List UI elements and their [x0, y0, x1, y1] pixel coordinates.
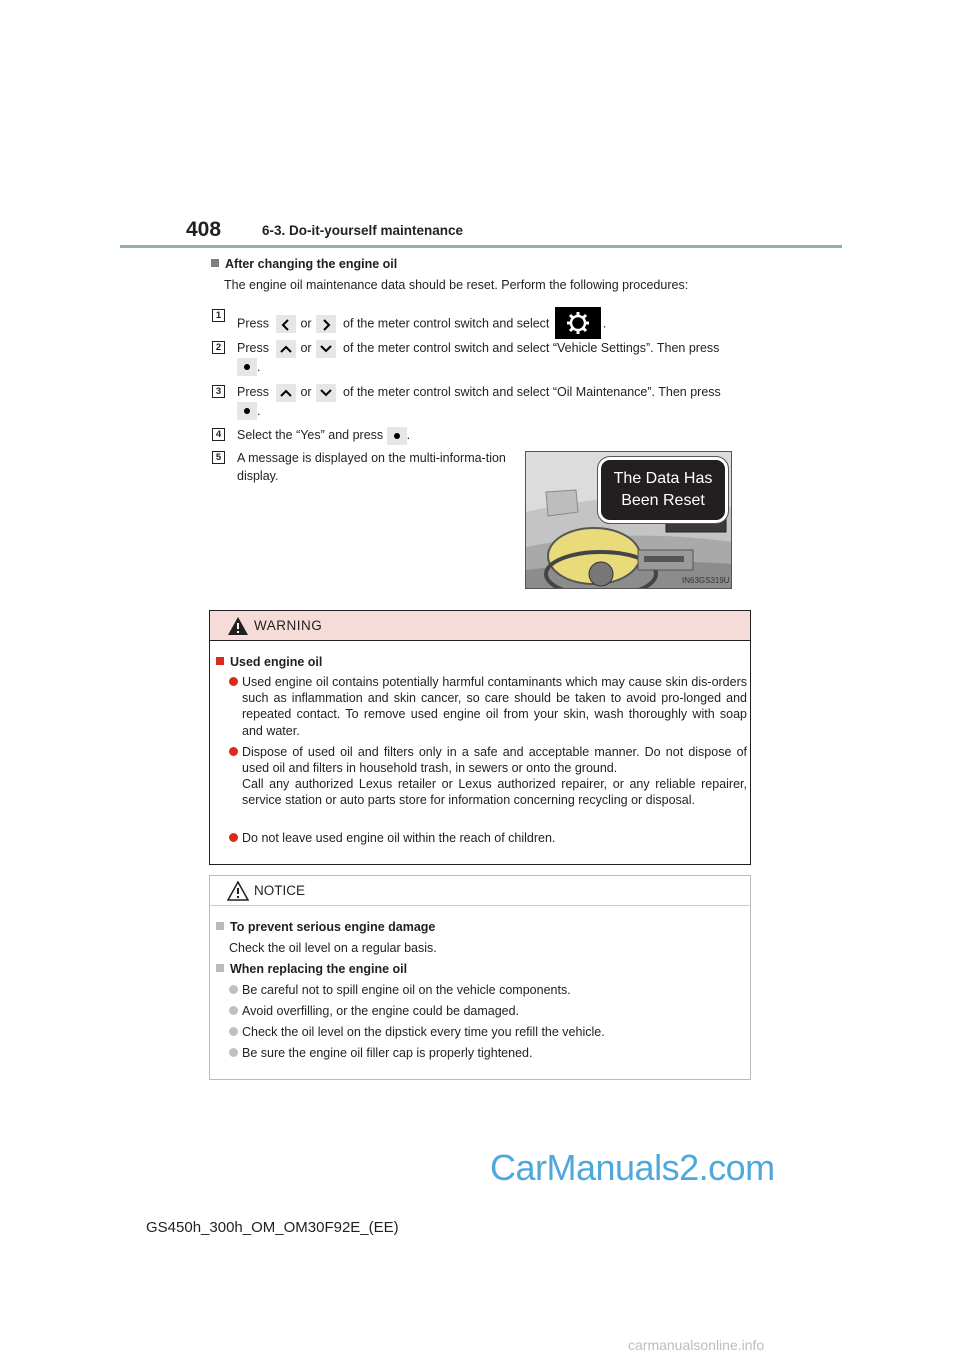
warning-bullet-2-cont: Call any authorized Lexus retailer or Lexus authorized repairer, or any reliable repairer, service station or auto parts store for information concerning recycling or disposal.: [242, 777, 747, 808]
up-arrow-icon: [276, 384, 296, 402]
section-heading: After changing the engine oil: [211, 257, 397, 271]
up-arrow-icon: [276, 340, 296, 358]
illustration-code: IN63GS319U: [682, 576, 730, 585]
warning-header: [210, 611, 750, 641]
square-bullet-icon: [216, 964, 224, 972]
enter-button-icon: [387, 427, 407, 445]
watermark-text: carmanualsonline.info: [628, 1337, 765, 1353]
step-1: 1 Press or of the meter control switch and select .: [212, 307, 772, 327]
caution-triangle-icon: [227, 881, 249, 901]
bullet-icon: [229, 1027, 238, 1036]
step-number: 3: [212, 385, 225, 398]
bullet-icon: [229, 747, 238, 756]
bullet-icon: [229, 985, 238, 994]
step-number: 1: [212, 309, 225, 322]
bullet-icon: [229, 1006, 238, 1015]
notice-text-1: Check the oil level on a regular basis.: [229, 941, 437, 955]
model-code: GS450h_300h_OM_OM30F92E_(EE): [146, 1219, 399, 1236]
watermark-logo: CarManuals2.com: [490, 1147, 775, 1188]
notice-title: NOTICE: [254, 883, 306, 898]
step-number: 5: [212, 451, 225, 464]
down-arrow-icon: [316, 384, 336, 402]
warning-bullet-3: Do not leave used engine oil within the reach of children.: [242, 830, 747, 846]
notice-heading-2: When replacing the engine oil: [216, 962, 407, 976]
right-arrow-icon: [316, 315, 336, 333]
section-title: 6-3. Do-it-yourself maintenance: [262, 223, 464, 238]
notice-bullet-2: Avoid overfilling, or the engine could be damaged.: [242, 1003, 747, 1019]
reset-message-bubble: The Data Has Been Reset: [598, 457, 728, 523]
left-arrow-icon: [276, 315, 296, 333]
step-5: 5 A message is displayed on the multi-informa-tion display.: [212, 449, 512, 485]
page-number: 408: [186, 218, 222, 241]
step-3: 3 Press or of the meter control switch and select “Oil Maintenance”. Then press .: [212, 383, 772, 419]
warning-bullet-2: Dispose of used oil and filters only in a safe and acceptable manner. Do not dispose of used oil and filters in household trash, in sewers or onto the ground.: [242, 744, 747, 776]
down-arrow-icon: [316, 340, 336, 358]
notice-heading-1: To prevent serious engine damage: [216, 920, 435, 934]
gear-icon: [555, 307, 601, 339]
intro-text: The engine oil maintenance data should be reset. Perform the following procedures:: [224, 278, 689, 292]
warning-bullet-1: Used engine oil contains potentially harmful contaminants which may cause skin dis-orders such as inflammation and skin cancer, so care should be taken to avoid pro-longed and repeated contact. To remove used engine oil from your skin, wash thoroughly with soap and water.: [242, 674, 747, 739]
square-bullet-icon: [216, 922, 224, 930]
bullet-icon: [229, 833, 238, 842]
step-4: 4 Select the “Yes” and press .: [212, 426, 772, 446]
bullet-icon: [229, 1048, 238, 1057]
notice-bullet-3: Check the oil level on the dipstick every time you refill the vehicle.: [242, 1024, 747, 1040]
warning-heading: Used engine oil: [216, 655, 322, 669]
enter-button-icon: [237, 402, 257, 420]
bullet-icon: [229, 677, 238, 686]
step-number: 2: [212, 341, 225, 354]
notice-header: [210, 876, 750, 906]
warning-title: WARNING: [254, 618, 323, 633]
step-number: 4: [212, 428, 225, 441]
square-bullet-icon: [216, 657, 224, 665]
enter-button-icon: [237, 358, 257, 376]
square-bullet-icon: [211, 259, 219, 267]
warning-triangle-icon: [227, 616, 249, 636]
page-header: [120, 214, 842, 248]
notice-bullet-1: Be careful not to spill engine oil on the vehicle components.: [242, 982, 747, 998]
step-2: 2 Press or of the meter control switch and select “Vehicle Settings”. Then press .: [212, 339, 772, 375]
notice-bullet-4: Be sure the engine oil filler cap is properly tightened.: [242, 1045, 747, 1061]
